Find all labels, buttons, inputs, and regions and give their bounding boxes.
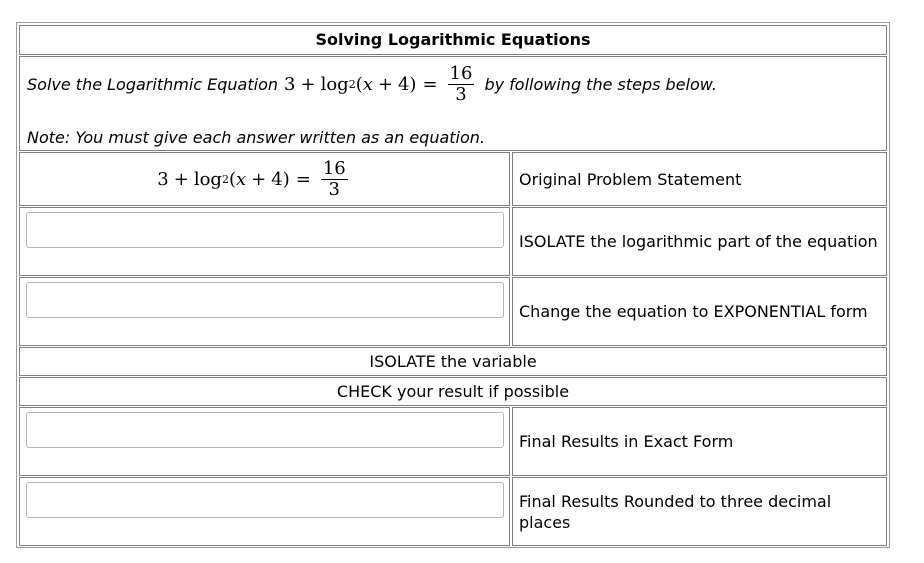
exponential-input[interactable] <box>26 282 504 318</box>
step-isolate-log-text: ISOLATE the logarithmic part of the equation <box>519 232 878 251</box>
step-label-exact <box>512 407 887 476</box>
eq-numerator: 16 <box>449 62 473 84</box>
exact-result-input[interactable] <box>26 412 504 448</box>
step-label-isolate-log <box>512 207 887 276</box>
step-label-exponential <box>512 277 887 346</box>
eq-open: ( <box>355 73 363 95</box>
note-text: Note: You must give each answer written as an equation. <box>27 128 486 147</box>
rounded-result-input[interactable] <box>26 482 504 518</box>
step-exponential-text: Change the equation to EXPONENTIAL form <box>519 302 868 321</box>
eq-equals: = <box>422 73 438 95</box>
check-result-row <box>19 377 887 406</box>
eq-fraction <box>448 64 475 105</box>
eq-var: x <box>362 73 373 95</box>
orig-fraction <box>321 159 348 200</box>
original-equation-cell <box>19 152 510 206</box>
check-result-text: CHECK your result if possible <box>336 382 570 401</box>
instruction-prefix: Solve the Logarithmic Equation <box>27 74 279 94</box>
orig-var: x <box>235 168 247 190</box>
orig-denominator: 3 <box>328 178 340 200</box>
instruction-suffix: by following the steps below. <box>484 74 717 94</box>
eq-base: 2 <box>348 77 356 91</box>
eq-close: ) <box>409 73 417 95</box>
eq-arg-plus: + <box>377 73 393 95</box>
eq-plus: + <box>300 73 316 95</box>
orig-base: 2 <box>221 172 229 186</box>
eq-const: 3 <box>284 73 296 95</box>
orig-numerator: 16 <box>322 157 346 179</box>
worksheet-table <box>16 22 890 548</box>
isolate-log-input[interactable] <box>26 212 504 248</box>
orig-plus: + <box>173 168 189 190</box>
table-title <box>19 25 887 55</box>
instruction-equation <box>284 64 478 105</box>
step-label-rounded <box>512 477 887 546</box>
eq-denominator: 3 <box>455 83 467 105</box>
orig-arg-const: 4 <box>271 168 283 190</box>
orig-log: log <box>193 168 222 190</box>
orig-equals: = <box>295 168 311 190</box>
eq-log: log <box>320 73 349 95</box>
orig-arg-plus: + <box>251 168 267 190</box>
isolate-variable-row <box>19 347 887 376</box>
isolate-variable-text: ISOLATE the variable <box>369 352 537 371</box>
eq-arg-const: 4 <box>397 73 410 95</box>
exponential-answer-cell <box>19 277 510 346</box>
orig-const: 3 <box>157 168 169 190</box>
step-rounded-text: Final Results Rounded to three decimal places <box>519 491 832 532</box>
rounded-answer-cell <box>19 477 510 546</box>
step-original-text: Original Problem Statement <box>519 169 742 189</box>
step-label-original <box>512 152 887 206</box>
isolate-log-answer-cell <box>19 207 510 276</box>
orig-close: ) <box>282 168 290 190</box>
original-equation <box>157 159 351 200</box>
exact-answer-cell <box>19 407 510 476</box>
orig-open: ( <box>228 168 236 190</box>
step-exact-text: Final Results in Exact Form <box>519 432 734 451</box>
instruction-cell <box>19 56 887 151</box>
title-text: Solving Logarithmic Equations <box>315 30 591 49</box>
